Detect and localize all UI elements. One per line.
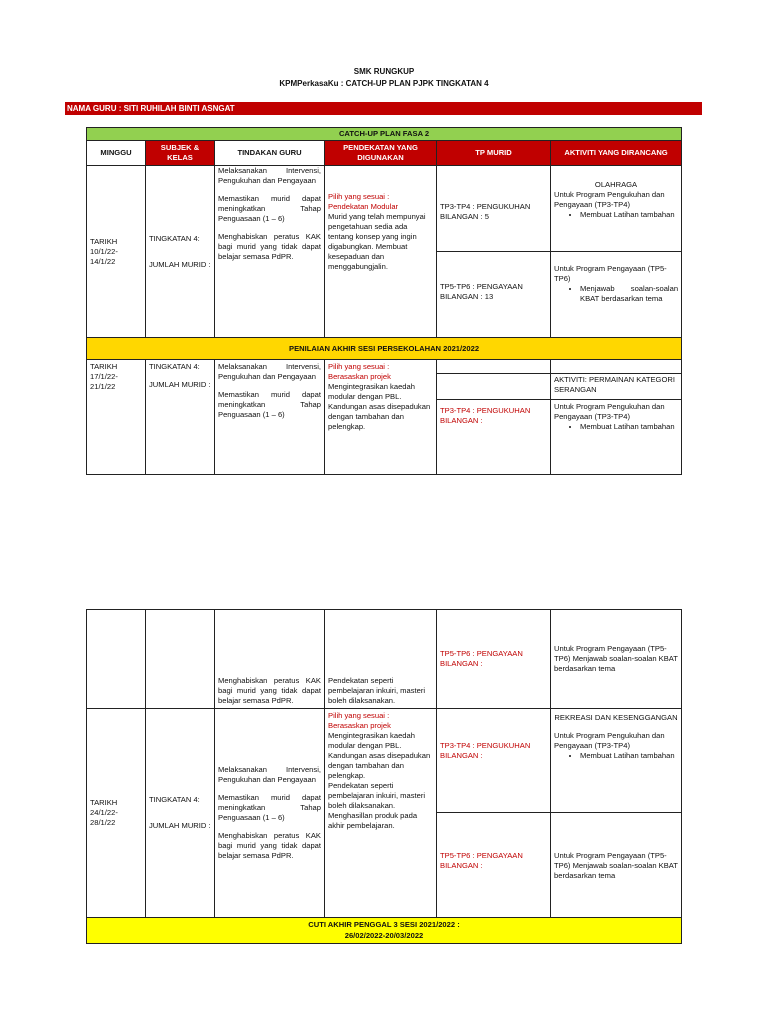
week1-activity-2 <box>551 252 681 337</box>
week3-activity-1 <box>551 709 681 813</box>
col-header-minggu: MINGGU <box>87 141 146 166</box>
week2-date: TARIKH 17/1/22-21/1/22 <box>87 360 146 475</box>
week3-approach-body-4: Menghasillan produk pada akhir pembelajaran. <box>328 811 418 831</box>
week1-tp-pengayaan: TP5-TP6 : PENGAYAAN BILANGAN : 13 <box>440 282 523 302</box>
week3-tp-pengayaan: TP5-TP6 : PENGAYAAN BILANGAN : <box>440 851 523 871</box>
cont-activity: Untuk Program Pengayaan (TP5-TP6) Menjawab soalan-soalan KBAT berdasarkan tema <box>551 610 682 709</box>
week2-approach-body-1: Mengintegrasikan kaedah modular dengan PBL. <box>328 382 415 402</box>
week2-activity-body-wrap <box>551 400 681 474</box>
col-header-subjek: SUBJEK & KELAS <box>146 141 215 166</box>
cont-tp: TP5-TP6 : PENGAYAAN BILANGAN : <box>437 610 551 709</box>
week1-approach-cell <box>325 166 437 338</box>
teacher-name-bar: NAMA GURU : SITI RUHILAH BINTI ASNGAT <box>65 102 702 115</box>
week1-count: JUMLAH MURID : <box>149 259 211 269</box>
week2-action-1: Melaksanakan Intervensi, Pengukuhan dan Pengayaan <box>218 362 321 382</box>
week3-action-3: Menghabiskan peratus KAK bagi murid yang tidak dapat belajar semasa PdPR. <box>218 831 321 861</box>
week3-approach-body-1: Mengintegrasikan kaedah modular dengan PBL. <box>328 731 415 751</box>
week3-activity-1-body: Untuk Program Pengukuhan dan Pengayaan (TP3-TP4) <box>554 731 665 751</box>
week2-tp-pengukuhan: TP3-TP4 : PENGUKUHAN BILANGAN : <box>440 406 531 426</box>
table-row-week2 <box>87 360 682 475</box>
week1-action-1: Melaksanakan Intervensi, Pengukuhan dan Pengayaan <box>218 166 321 186</box>
week1-class-cell <box>146 166 215 338</box>
week3-activity-title: REKREASI DAN KESENGGANGAN <box>554 713 678 722</box>
week2-count: JUMLAH MURID : <box>149 380 211 390</box>
week1-activity-cell <box>551 166 682 338</box>
week3-class: TINGKATAN 4: <box>149 794 200 804</box>
week2-approach-type: Berasaskan projek <box>328 372 391 382</box>
week1-approach-label: Pilih yang sesuai : <box>328 192 390 202</box>
assessment-bar: PENILAIAN AKHIR SESI PERSEKOLAHAN 2021/2022 <box>87 338 682 360</box>
col-header-pendekatan: PENDEKATAN YANG DIGUNAKAN <box>325 141 437 166</box>
week2-activity-cell <box>551 360 682 475</box>
week3-approach-body-3: Pendekatan seperti pembelajaran inkuiri, masteri boleh dilaksanakan. <box>328 781 426 811</box>
week3-activity-1-bullet: • Membuat Latihan tambahan <box>580 751 678 761</box>
week2-tp-cell <box>437 360 551 475</box>
week3-action-cell <box>215 709 325 918</box>
week3-activity-cell <box>551 709 682 918</box>
week2-approach-body-2: Kandungan asas disepadukan dengan tambahan dan pelengkap. <box>328 402 431 432</box>
week3-date: TARIKH 24/1/22-28/1/22 <box>87 709 146 918</box>
week2-activity-title: AKTIVITI: PERMAINAN KATEGORI SERANGAN <box>551 374 681 400</box>
week3-class-cell <box>146 709 215 918</box>
week3-activity-2: Untuk Program Pengayaan (TP5-TP6) Menjawab soalan-soalan KBAT berdasarkan tema <box>554 851 678 881</box>
week3-action-2: Memastikan murid dapat meningkatkan Tahap Penguasaan (1 – 6) <box>218 792 321 822</box>
table-row-continued <box>87 610 682 709</box>
week1-tp-pengukuhan: TP3-TP4 : PENGUKUHAN BILANGAN : 5 <box>437 166 550 252</box>
plan-title: KPMPerkasaKu : CATCH-UP PLAN PJPK TINGKATAN 4 <box>279 79 489 88</box>
week1-class: TINGKATAN 4: <box>149 233 200 243</box>
cont-approach: Pendekatan seperti pembelajaran inkuiri, masteri boleh dilaksanakan. <box>325 610 437 709</box>
holiday-line-2: 26/02/2022-20/03/2022 <box>344 930 424 940</box>
week3-approach-body-2: Kandungan asas disepadukan dengan tambahan dan pelengkap. <box>328 751 431 781</box>
table-row-week3 <box>87 709 682 918</box>
week1-date: TARIKH 10/1/22-14/1/22 <box>87 166 146 338</box>
week1-activity-1-body: Untuk Program Pengukuhan dan Pengayaan (TP3-TP4) <box>554 190 665 210</box>
cont-action: Menghabiskan peratus KAK bagi murid yang tidak dapat belajar semasa PdPR. <box>215 610 325 709</box>
table-row-week1 <box>87 166 682 338</box>
week1-action-2: Memastikan murid dapat meningkatkan Tahap Penguasaan (1 – 6) <box>218 194 321 224</box>
week2-activity-bullet: • Membuat Latihan tambahan <box>580 422 678 432</box>
week3-count: JUMLAH MURID : <box>149 821 211 830</box>
week1-action-cell <box>215 166 325 338</box>
week2-approach-cell <box>325 360 437 475</box>
col-header-aktiviti: AKTIVITI YANG DIRANCANG <box>551 141 682 166</box>
week2-approach-label: Pilih yang sesuai : <box>328 362 390 372</box>
week1-tp-cell <box>437 166 551 338</box>
week1-action-3: Menghabiskan peratus KAK bagi murid yang tidak dapat belajar semasa PdPR. <box>218 232 321 262</box>
week3-action-1: Melaksanakan Intervensi, Pengukuhan dan Pengayaan <box>218 764 321 784</box>
week3-approach-cell <box>325 709 437 918</box>
week2-class: TINGKATAN 4: <box>149 362 200 372</box>
holiday-bar <box>87 918 682 944</box>
week3-approach-type: Berasaskan projek <box>328 721 391 731</box>
col-header-tp-murid: TP MURID <box>437 141 551 166</box>
week2-action-2: Memastikan murid dapat meningkatkan Tahap Penguasaan (1 – 6) <box>218 390 321 420</box>
catch-up-table-continued <box>86 609 682 944</box>
holiday-line-1: CUTI AKHIR PENGGAL 3 SESI 2021/2022 : <box>308 920 460 930</box>
week1-approach-type: Pendekatan Modular <box>328 202 399 212</box>
week1-activity-title: OLAHRAGA <box>594 180 638 190</box>
week3-approach-label: Pilih yang sesuai : <box>328 711 390 720</box>
week1-activity-2-body: Untuk Program Pengayaan (TP5-TP6) <box>554 264 667 284</box>
week1-activity-2-bullet: • Menjawab soalan-soalan KBAT berdasarkan tema <box>580 284 678 304</box>
col-header-tindakan: TINDAKAN GURU <box>215 141 325 166</box>
week2-activity-body: Untuk Program Pengukuhan dan Pengayaan (TP3-TP4) <box>554 402 665 422</box>
week3-tp-pengukuhan: TP3-TP4 : PENGUKUHAN BILANGAN : <box>437 709 550 813</box>
week1-approach-body: Murid yang telah mempunyai pengetahuan sedia ada tentang konsep yang ingin digabungkan. Membuat kesepaduan dan menggabungjalin. <box>328 212 426 272</box>
week3-tp-cell <box>437 709 551 918</box>
week1-activity-1-bullet: • Membuat Latihan tambahan <box>580 210 678 220</box>
week2-class-cell <box>146 360 215 475</box>
table-title: CATCH-UP PLAN FASA 2 <box>87 128 682 141</box>
catch-up-table-phase2 <box>86 127 682 475</box>
week1-activity-1 <box>551 166 681 252</box>
school-name: SMK RUNGKUP <box>353 67 415 76</box>
week2-action-cell <box>215 360 325 475</box>
